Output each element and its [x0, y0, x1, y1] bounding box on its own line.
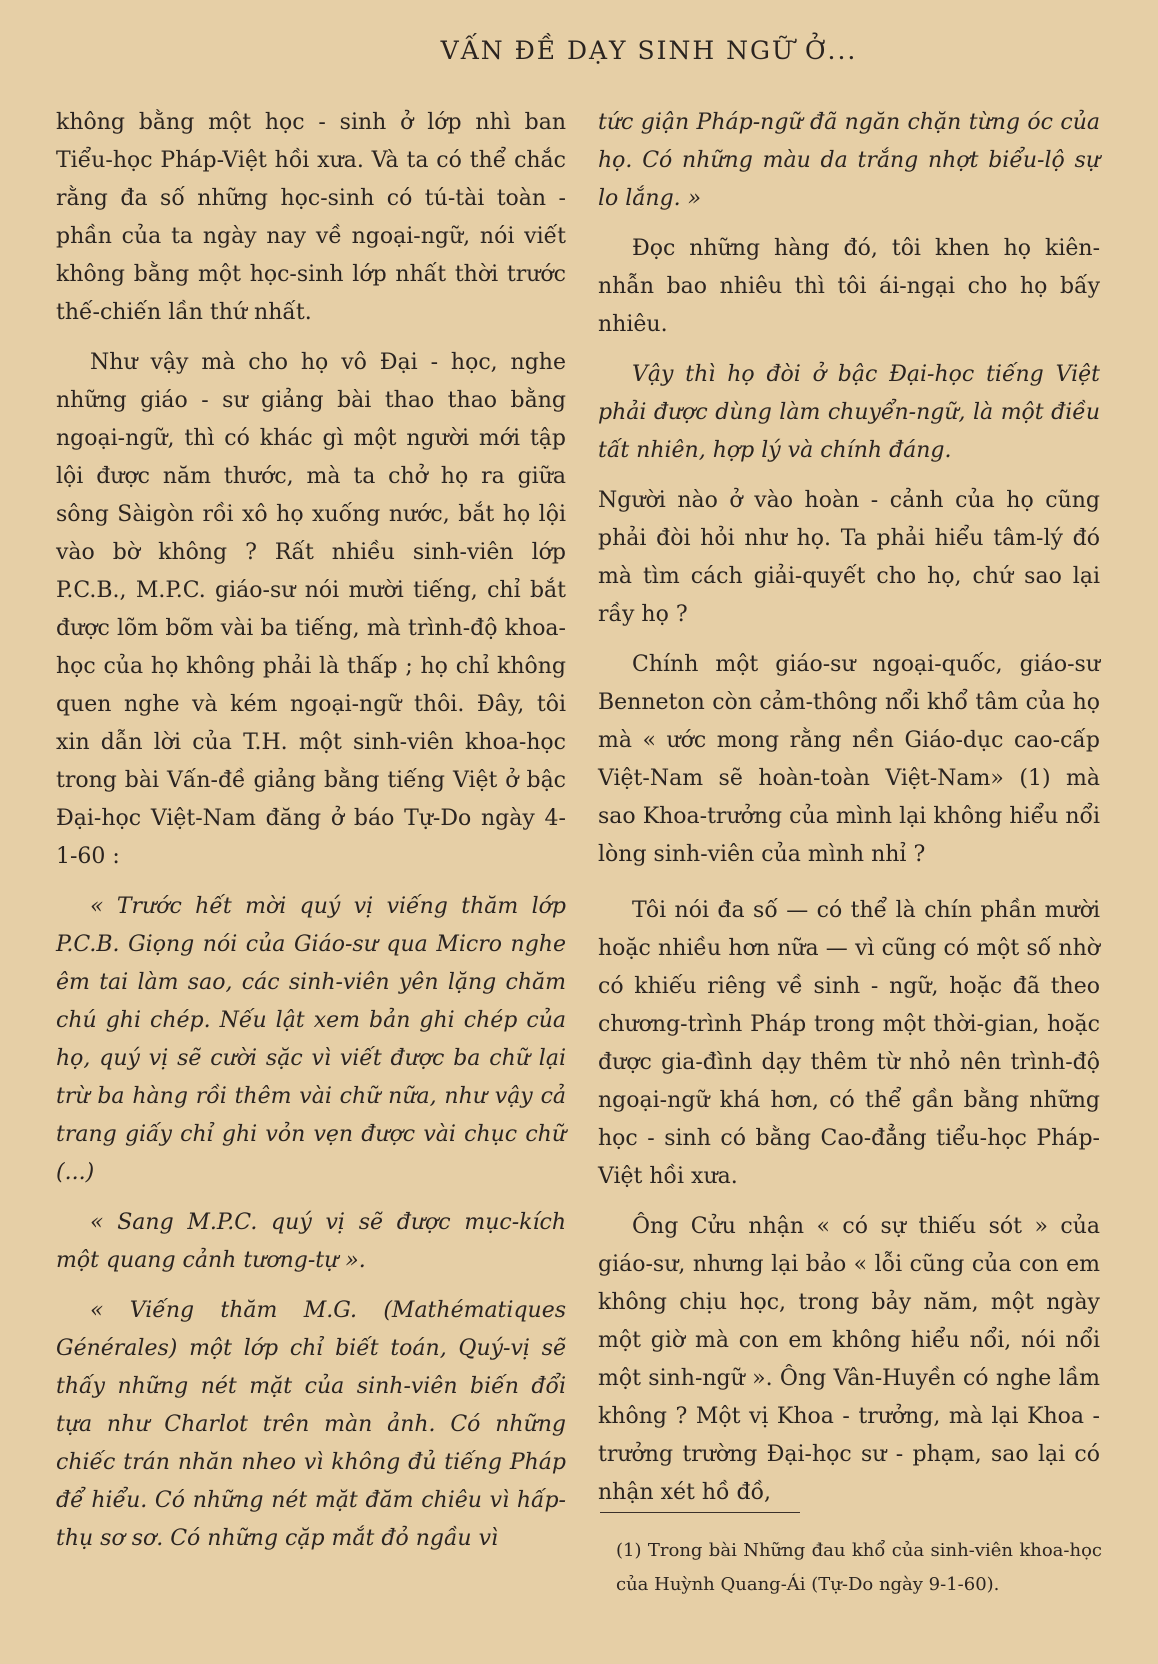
footnote-rule	[600, 1512, 800, 1513]
paragraph: không bằng một học - sinh ở lớp nhì ban Tiểu-học Pháp-Việt hồi xưa. Và ta có thể chắc rằng đa số những học-sinh có tú-tài toàn - phần của ta ngày nay về ngoại-ngữ, nói viết không bằng một học-sinh lớp nhất thời trước thế-chiến lần thứ nhất.	[56, 110, 566, 325]
quote-paragraph: « Sang M.P.C. quý vị sẽ được mục-kích một quang cảnh tương-tự ».	[56, 1210, 566, 1273]
paragraph: Như vậy mà cho họ vô Đại - học, nghe những giáo - sư giảng bài thao thao bằng ngoại-ngữ, thì có khác gì một người mới tập lội được năm thước, mà ta chở họ ra giữa sông Sàigòn rồi xô họ xuống nước, bắt họ lội vào bờ không ? Rất nhiều sinh-viên lớp P.C.B., M.P.C. giáo-sư nói mười tiếng, chỉ bắt được lõm bõm vài ba tiếng, mà trình-độ khoa-học của họ không phải là thấp ; họ chỉ không quen nghe và kém ngoại-ngữ thôi. Đây, tôi xin dẫn lời của T.H. một sinh-viên khoa-học trong bài Vấn-đề giảng bằng tiếng Việt ở bậc Đại-học Việt-Nam đăng ở báo Tự-Do ngày 4-1-60 :	[56, 350, 566, 869]
left-column	[56, 104, 566, 1570]
right-column	[598, 104, 1100, 1524]
paragraph: Tôi nói đa số — có thể là chín phần mười hoặc nhiều hơn nữa — vì cũng có một số nhờ có khiếu riêng về sinh - ngữ, hoặc đã theo chương-trình Pháp trong một thời-gian, hoặc được gia-đình dạy thêm từ nhỏ nên trình-độ ngoại-ngữ khá hơn, có thể gần bằng những học - sinh có bằng Cao-đẳng tiểu-học Pháp-Việt hồi xưa.	[598, 898, 1100, 1189]
paragraph: Đọc những hàng đó, tôi khen họ kiên-nhẫn bao nhiêu thì tôi ái-ngại cho họ bấy nhiêu.	[598, 236, 1100, 337]
paragraph: Ông Cửu nhận « có sự thiếu sót » của giáo-sư, nhưng lại bảo « lỗi cũng của con em không chịu học, trong bảy năm, một ngày một giờ mà con em không hiểu nổi, nói nổi một sinh-ngữ ». Ông Vân-Huyền có nghe lầm không ? Một vị Khoa - trưởng, mà lại Khoa - trưởng trường Đại-học sư - phạm, sao lại có nhận xét hồ đồ,	[598, 1214, 1100, 1505]
paragraph: Vậy thì họ đòi ở bậc Đại-học tiếng Việt phải được dùng làm chuyển-ngữ, là một điều tất nhiên, hợp lý và chính đáng.	[598, 362, 1100, 463]
footnote: (1) Trong bài Những đau khổ của sinh-viên khoa-học của Huỳnh Quang-Ái (Tự-Do ngày 9-1-60).	[616, 1540, 1102, 1595]
running-title: VẤN ĐỀ DẠY SINH NGỮ Ở...	[440, 36, 858, 65]
quote-paragraph: tức giận Pháp-ngữ đã ngăn chặn từng óc của họ. Có những màu da trắng nhợt biểu-lộ sự lo lắng. »	[598, 110, 1100, 211]
quote-paragraph: « Viếng thăm M.G. (Mathématiques Générales) một lớp chỉ biết toán, Quý-vị sẽ thấy những nét mặt của sinh-viên biến đổi tựa như Charlot trên màn ảnh. Có những chiếc trán nhăn nheo vì không đủ tiếng Pháp để hiểu. Có những nét mặt đăm chiêu vì hấp-thụ sơ sơ. Có những cặp mắt đỏ ngầu vì	[56, 1298, 566, 1551]
paragraph: Chính một giáo-sư ngoại-quốc, giáo-sư Benneton còn cảm-thông nổi khổ tâm của họ mà « ước mong rằng nền Giáo-dục cao-cấp Việt-Nam sẽ hoàn-toàn Việt-Nam» (1) mà sao Khoa-trưởng của mình lại không hiểu nổi lòng sinh-viên của mình nhỉ ?	[598, 652, 1100, 867]
paragraph: Người nào ở vào hoàn - cảnh của họ cũng phải đòi hỏi như họ. Ta phải hiểu tâm-lý đó mà tìm cách giải-quyết cho họ, chứ sao lại rầy họ ?	[598, 488, 1100, 627]
quote-paragraph: « Trước hết mời quý vị viếng thăm lớp P.C.B. Giọng nói của Giáo-sư qua Micro nghe êm tai làm sao, các sinh-viên yên lặng chăm chú ghi chép. Nếu lật xem bản ghi chép của họ, quý vị sẽ cười sặc vì viết được ba chữ lại trừ ba hàng rồi thêm vài chữ nữa, như vậy cả trang giấy chỉ ghi vỏn vẹn được vài chục chữ (...)	[56, 894, 566, 1185]
